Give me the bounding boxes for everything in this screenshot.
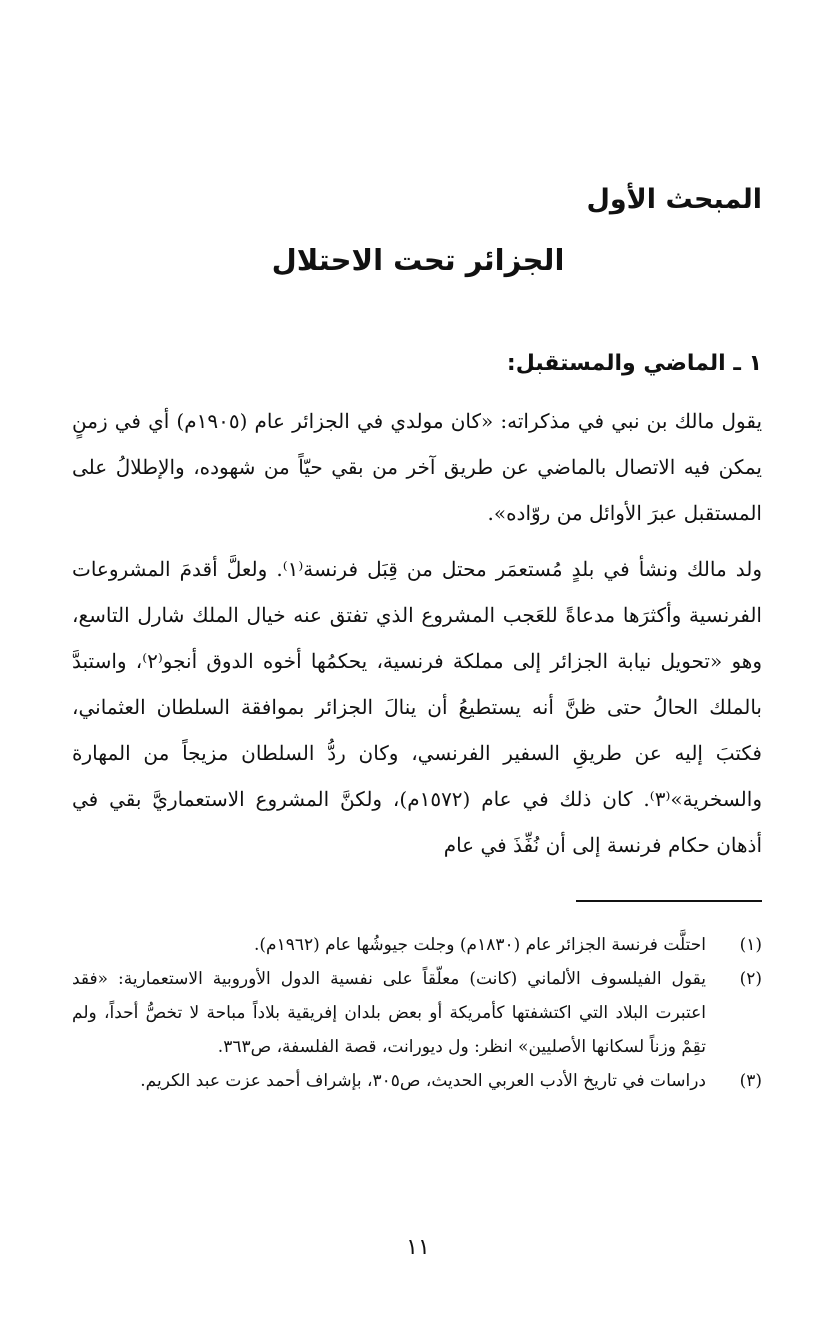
section-heading: ١ ـ الماضي والمستقبل: — [506, 351, 762, 376]
chapter-title: الجزائر تحت الاحتلال — [271, 243, 565, 277]
footnote-1 — [72, 928, 762, 962]
paragraph-2: ولد مالك ونشأ في بلدٍ مُستعمَر محتل من قِبَل فرنسة⁽١⁾. ولعلَّ أقدمَ المشروعات الفرنسية وأكثرَها مدعاةً للعَجب المشروع الذي تفتق عنه خيال الملك شارل التاسع، وهو «تحويل نيابة الجزائر إلى مملكة فرنسية، يحكمُها أخوه الدوق أنجو⁽٢⁾، واستبدَّ بالملك الحالُ حتى ظنَّ أنه يستطيعُ أن ينالَ الجزائر بموافقة السلطان العثماني، فكتبَ إليه عن طريقِ السفير الفرنسي، وكان ردُّ السلطان مزيجاً من المهارة والسخرية»⁽٣⁾. كان ذلك في عام (١٥٧٢م)، ولكنَّ المشروع الاستعماريَّ بقي في أذهان حكام فرنسة إلى أن نُفِّذَ في عام — [72, 557, 762, 857]
footnote-2 — [72, 962, 762, 1064]
footnote-text: احتلَّت فرنسة الجزائر عام (١٨٣٠م) وجلت جيوشُها عام (١٩٦٢م). — [254, 935, 706, 955]
footnote-separator — [576, 900, 762, 902]
footnote-number: (٢) — [739, 969, 762, 989]
footnote-number: (٣) — [739, 1071, 762, 1091]
paragraph-1: يقول مالك بن نبي في مذكراته: «كان مولدي في الجزائر عام (١٩٠٥م) أي في زمنٍ يمكن فيه الاتصال بالماضي عن طريق آخر من بقي حيّاً من شهوده، والإطلالُ على المستقبل عبرَ الأوائل من روّاده». — [72, 409, 763, 525]
footnote-number: (١) — [739, 935, 762, 955]
footnote-text: يقول الفيلسوف الألماني (كانت) معلّقاً على نفسية الدول الأوروبية الاستعمارية: «فقد اعتبرت البلاد التي اكتشفتها كأمريكة أو بعض بلدان إفريقية بلاداً مباحة لا تخصُّ أحداً، ولم تقِمْ وزناً لسكانها الأصليين» انظر: ول ديورانت، قصة الفلسفة، ص٣٦٣. — [72, 969, 706, 1057]
footnotes-list — [72, 928, 762, 1098]
footnote-3 — [72, 1064, 762, 1098]
footnote-text: دراسات في تاريخ الأدب العربي الحديث، ص٣٠٥، بإشراف أحمد عزت عبد الكريم. — [140, 1071, 706, 1091]
page-number: ١١ — [406, 1235, 430, 1260]
chapter-label: المبحث الأول — [586, 184, 762, 215]
